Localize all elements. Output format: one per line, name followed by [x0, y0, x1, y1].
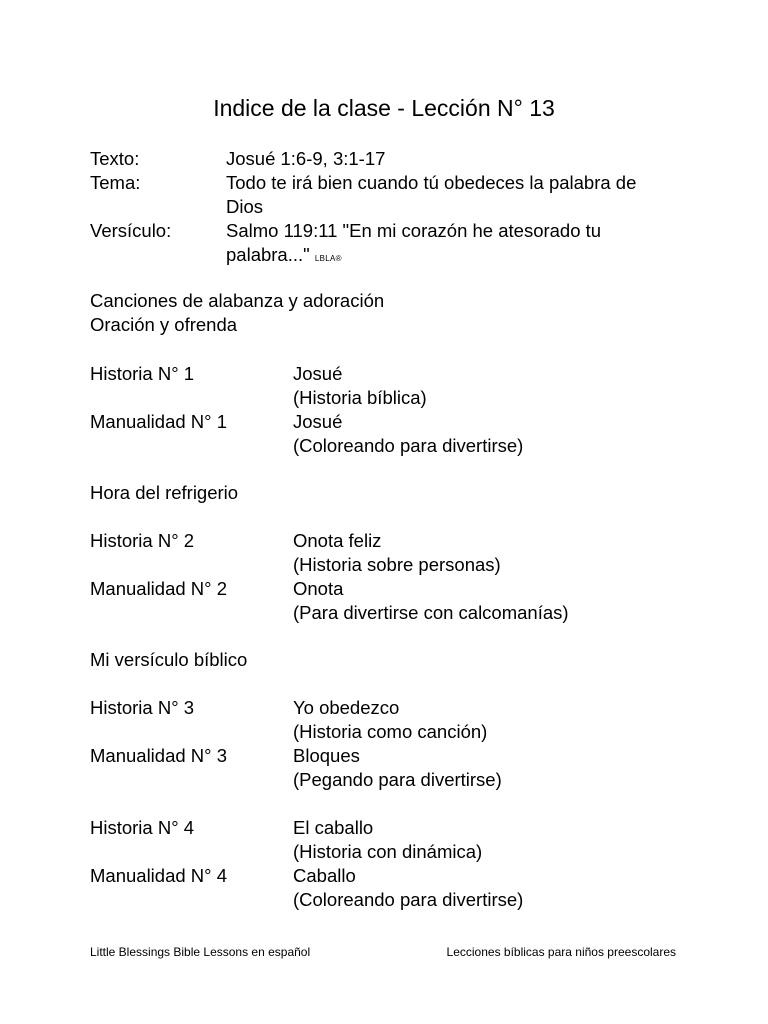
craft-type: (Coloreando para divertirse): [293, 435, 524, 456]
texto-row: [90, 147, 710, 171]
craft-type-row: [90, 601, 710, 625]
page-title: Indice de la clase - Lección N° 13: [213, 95, 555, 121]
craft-title: Onota: [293, 578, 344, 599]
songs-item: Canciones de alabanza y adoración: [90, 290, 385, 311]
story-type-row: [90, 720, 710, 744]
versiculo-value: [226, 219, 710, 271]
story-title: Josué: [293, 363, 343, 384]
versiculo-value-line-2-text: palabra...": [226, 244, 310, 265]
texto-label: Texto:: [90, 148, 140, 169]
verse-item: Mi versículo bíblico: [90, 649, 248, 670]
craft-row: [90, 410, 710, 434]
tema-value: [226, 171, 710, 219]
story-row: [90, 362, 710, 386]
craft-row: [90, 744, 710, 768]
craft-type: (Para divertirse con calcomanías): [293, 602, 569, 623]
prayer-item: Oración y ofrenda: [90, 314, 238, 335]
story-type: (Historia con dinámica): [293, 841, 483, 862]
story-label: Historia N° 4: [90, 817, 195, 838]
versiculo-value-line-1: Salmo 119:11 "En mi corazón he atesorado tu: [226, 220, 602, 241]
story-label: Historia N° 1: [90, 363, 195, 384]
craft-label: Manualidad N° 3: [90, 745, 227, 766]
story-type: (Historia sobre personas): [293, 554, 501, 575]
craft-label: Manualidad N° 1: [90, 411, 227, 432]
tema-value-line-1: Todo te irá bien cuando tú obedeces la palabra de: [226, 172, 637, 193]
craft-row: [90, 864, 710, 888]
footer-right: Lecciones bíblicas para niños preescolares: [446, 945, 676, 959]
lesson-meta: [90, 147, 710, 271]
craft-title: Bloques: [293, 745, 360, 766]
story-type: (Historia bíblica): [293, 387, 427, 408]
story-type-row: [90, 553, 710, 577]
tema-label: Tema:: [90, 172, 141, 193]
segment-2: [90, 529, 710, 625]
versiculo-row: [90, 219, 710, 271]
craft-type-row: [90, 768, 710, 792]
versiculo-value-line-2: [226, 243, 710, 271]
craft-title: Caballo: [293, 865, 356, 886]
craft-type-row: [90, 888, 710, 912]
story-label: Historia N° 3: [90, 697, 195, 718]
story-title: Onota feliz: [293, 530, 382, 551]
story-type-row: [90, 386, 710, 410]
segment-4: [90, 816, 710, 912]
craft-label: Manualidad N° 4: [90, 865, 227, 886]
craft-type: (Coloreando para divertirse): [293, 889, 524, 910]
story-row: [90, 696, 710, 720]
story-title: Yo obedezco: [293, 697, 400, 718]
story-title: El caballo: [293, 817, 374, 838]
craft-title: Josué: [293, 411, 343, 432]
footer-left: Little Blessings Bible Lessons en español: [90, 945, 311, 959]
craft-label: Manualidad N° 2: [90, 578, 227, 599]
tema-value-line-2: Dios: [226, 196, 264, 217]
craft-row: [90, 577, 710, 601]
story-label: Historia N° 2: [90, 530, 195, 551]
story-row: [90, 816, 710, 840]
segment-3: [90, 696, 710, 792]
story-row: [90, 529, 710, 553]
texto-value: Josué 1:6-9, 3:1-17: [226, 148, 386, 169]
snack-item: Hora del refrigerio: [90, 482, 239, 503]
story-type-row: [90, 840, 710, 864]
story-type: (Historia como canción): [293, 721, 488, 742]
tema-row: [90, 171, 710, 219]
bible-version-mark: LBLA®: [314, 254, 342, 263]
segment-1: [90, 362, 710, 458]
craft-type: (Pegando para divertirse): [293, 769, 502, 790]
craft-type-row: [90, 434, 710, 458]
versiculo-label: Versículo:: [90, 220, 172, 241]
